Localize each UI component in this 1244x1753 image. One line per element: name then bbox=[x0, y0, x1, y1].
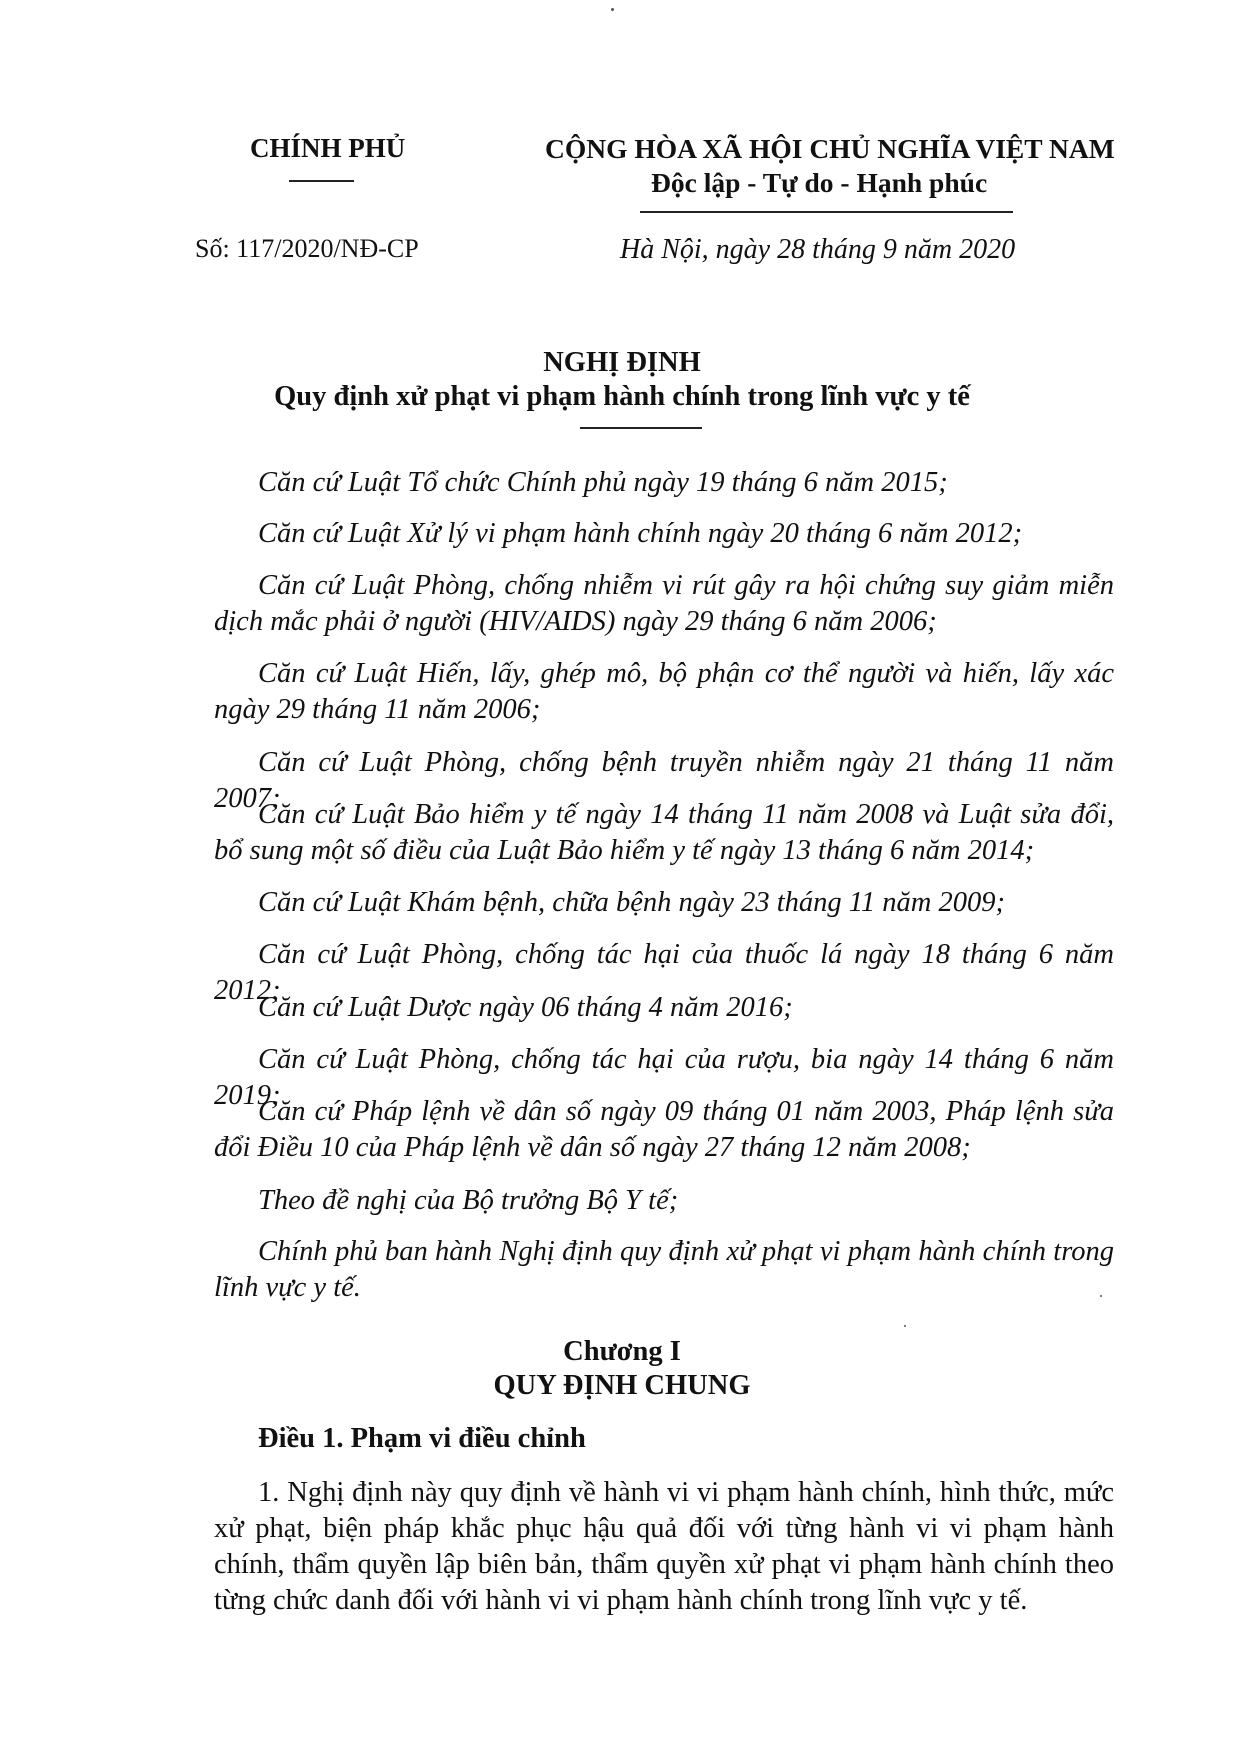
article-clause-1: 1. Nghị định này quy định về hành vi vi phạm hành chính, hình thức, mức xử phạt, biện pháp khắc phục hậu quả đối với từng hành vi vi phạm hành chính, thẩm quyền lập biên bản, thẩm quyền xử phạt vi phạm hành chính theo từng chức danh đối với hành vi vi phạm hành chính trong lĩnh vực y tế. bbox=[214, 1477, 1114, 1616]
preamble-basis-1: Căn cứ Luật Tổ chức Chính phủ ngày 19 tháng 6 năm 2015; bbox=[258, 467, 948, 498]
chapter-number: Chương I bbox=[563, 1336, 681, 1367]
title-underline bbox=[580, 427, 702, 429]
preamble-enactment: Chính phủ ban hành Nghị định quy định xử phạt vi phạm hành chính trong lĩnh vực y tế. bbox=[214, 1236, 1114, 1303]
preamble-basis-9: Căn cứ Luật Dược ngày 06 tháng 4 năm 2016; bbox=[258, 992, 793, 1023]
preamble-basis-7: Căn cứ Luật Khám bệnh, chữa bệnh ngày 23 tháng 11 năm 2009; bbox=[258, 887, 1005, 918]
document-subject: Quy định xử phạt vi phạm hành chính trong lĩnh vực y tế bbox=[274, 381, 970, 412]
document-number: Số: 117/2020/NĐ-CP bbox=[195, 234, 419, 263]
issuer-underline bbox=[289, 180, 354, 182]
preamble-basis-4: Căn cứ Luật Hiến, lấy, ghép mô, bộ phận cơ thể người và hiến, lấy xác ngày 29 tháng 11 năm 2006; bbox=[214, 658, 1114, 725]
preamble-proposal: Theo đề nghị của Bộ trưởng Bộ Y tế; bbox=[258, 1185, 679, 1216]
preamble-basis-8: Căn cứ Luật Phòng, chống tác hại của thuốc lá ngày 18 tháng 6 năm 2012; bbox=[214, 939, 1114, 1006]
scan-speck bbox=[611, 8, 614, 11]
national-motto: Độc lập - Tự do - Hạnh phúc bbox=[651, 167, 988, 198]
preamble-basis-10: Căn cứ Luật Phòng, chống tác hại của rượu, bia ngày 14 tháng 6 năm 2019; bbox=[214, 1044, 1114, 1111]
preamble-basis-6: Căn cứ Luật Bảo hiểm y tế ngày 14 tháng 11 năm 2008 và Luật sửa đổi, bổ sung một số điều của Luật Bảo hiểm y tế ngày 13 tháng 6 năm 2014; bbox=[214, 799, 1114, 866]
preamble-basis-3: Căn cứ Luật Phòng, chống nhiễm vi rút gây ra hội chứng suy giảm miễn dịch mắc phải ở người (HIV/AIDS) ngày 29 tháng 6 năm 2006; bbox=[214, 570, 1114, 637]
motto-underline bbox=[640, 211, 1013, 213]
issuer-name: CHÍNH PHỦ bbox=[250, 133, 406, 163]
document-type-title: NGHỊ ĐỊNH bbox=[543, 347, 701, 378]
chapter-title: QUY ĐỊNH CHUNG bbox=[493, 1370, 751, 1401]
place-and-date: Hà Nội, ngày 28 tháng 9 năm 2020 bbox=[620, 234, 1016, 265]
country-name: CỘNG HÒA XÃ HỘI CHỦ NGHĨA VIỆT NAM bbox=[545, 133, 1115, 164]
preamble-basis-11: Căn cứ Pháp lệnh về dân số ngày 09 tháng 01 năm 2003, Pháp lệnh sửa đổi Điều 10 của Pháp lệnh về dân số ngày 27 tháng 12 năm 2008; bbox=[214, 1096, 1114, 1163]
preamble-basis-5: Căn cứ Luật Phòng, chống bệnh truyền nhiễm ngày 21 tháng 11 năm 2007; bbox=[214, 747, 1114, 814]
article-heading: Điều 1. Phạm vi điều chỉnh bbox=[258, 1423, 586, 1454]
scan-speck bbox=[904, 1325, 906, 1327]
preamble-basis-2: Căn cứ Luật Xử lý vi phạm hành chính ngày 20 tháng 6 năm 2012; bbox=[258, 518, 1023, 549]
